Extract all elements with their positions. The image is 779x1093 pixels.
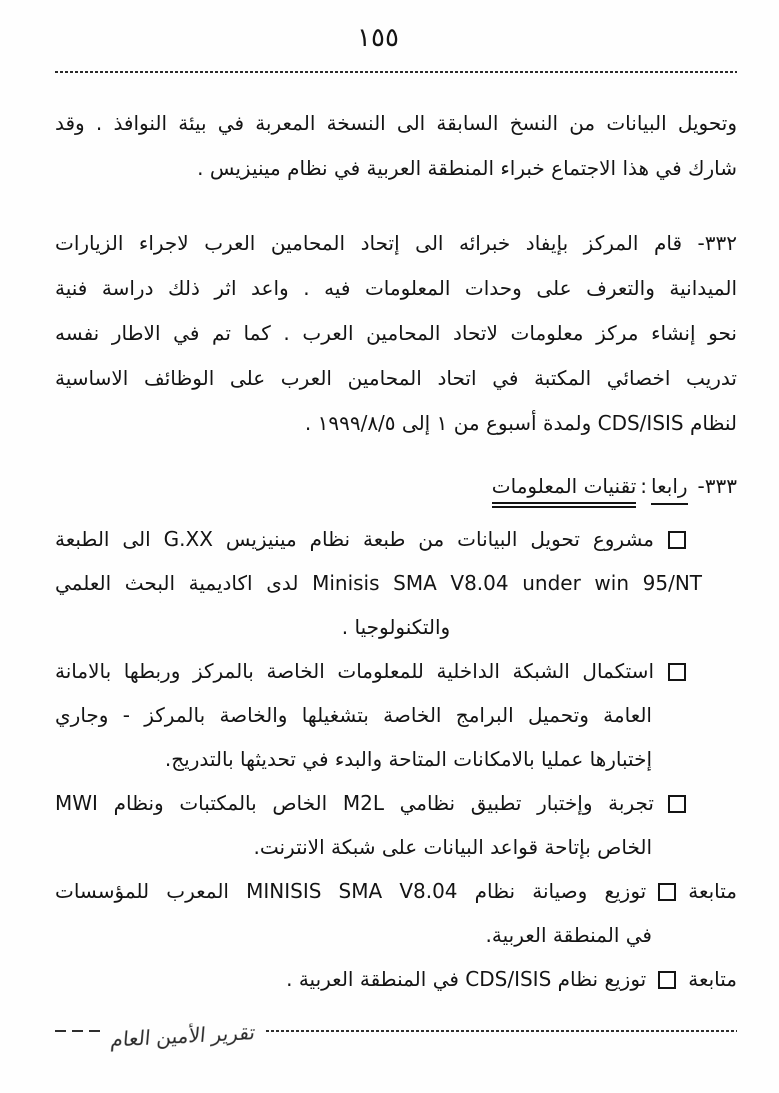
bullet-continuation-line: في المنطقة العربية.	[485, 923, 652, 947]
bullet-text: توزيع نظام CDS/ISIS في المنطقة العربية .	[286, 967, 647, 991]
checkbox-square-icon	[658, 971, 676, 989]
bullet-lead-word: متابعة	[688, 967, 737, 991]
bullet-first-line	[55, 869, 737, 913]
bullet-continuation-line: Minisis SMA V8.04 under win 95/NT لدى اكاديمية البحث العلمي	[55, 571, 702, 595]
paragraph-line: الميدانية والتعرف على وحدات المعلومات فيه . واعد اثر ذلك دراسة فنية	[55, 276, 737, 300]
paragraph-line: وتحويل البيانات من النسخ السابقة الى النسخة المعربة في بيئة النوافذ . وقد	[55, 111, 737, 135]
bullet-continuation-line: إختبارها عمليا بالامكانات المتاحة والبدء في تحديثها بالتدريج.	[164, 747, 652, 771]
bullet-text: تجربة وإختبار تطبيق نظامي M2L الخاص بالمكتبات ونظام MWI	[55, 791, 654, 815]
bullet-item	[55, 869, 737, 957]
section-title-double-underlined: تقنيات المعلومات	[492, 474, 636, 508]
bullet-text: توزيع وصيانة نظام MINISIS SMA V8.04 المعرب للمؤسسات	[55, 879, 647, 903]
bullet-continuation-line: والتكنولوجيا .	[341, 615, 451, 639]
bullet-text: مشروع تحويل البيانات من طبعة نظام مينيزيس G.XX الى الطبعة	[55, 527, 655, 551]
bullet-continuation-line: العامة وتحميل البرامج الخاصة بتشغيلها والخاصة بالمركز - وجاري	[55, 703, 652, 727]
checkbox-square-icon	[668, 795, 686, 813]
intro-paragraph	[55, 101, 737, 191]
bullet-item	[55, 781, 737, 869]
bullet-first-line	[55, 957, 737, 1001]
bullet-first-line	[55, 781, 686, 825]
paragraph-line: ٣٣٢- قام المركز بإيفاد خبرائه الى إتحاد المحامين العرب لاجراء الزيارات	[55, 231, 737, 255]
bullet-lead-word: متابعة	[688, 879, 737, 903]
section-colon: :	[640, 474, 648, 498]
footer-dotted-rule	[266, 1030, 737, 1032]
bullet-first-line	[55, 649, 686, 693]
bullet-item	[55, 517, 737, 649]
section-word-underlined: رابعا	[651, 474, 688, 505]
header-rule	[55, 70, 737, 73]
checkbox-square-icon	[668, 531, 686, 549]
checkbox-square-icon	[668, 663, 686, 681]
bullet-continuation-line: الخاص بإتاحة قواعد البيانات على شبكة الانترنت.	[253, 835, 652, 859]
paragraph-line: لنظام CDS/ISIS ولمدة أسبوع من ١ إلى ١٩٩٩/٨/٥ .	[304, 411, 737, 435]
checkbox-square-icon	[658, 883, 676, 901]
paragraph-line: نحو إنشاء مركز معلومات لاتحاد المحامين العرب . كما تم في الاطار نفسه	[55, 321, 737, 345]
bullet-text: استكمال الشبكة الداخلية للمعلومات الخاصة بالمركز وربطها بالامانة	[55, 659, 654, 683]
bullet-list	[55, 517, 737, 1001]
section-number: ٣٣٣-	[697, 474, 737, 498]
bullet-item	[55, 649, 737, 781]
footer-dash-rule	[55, 1030, 101, 1032]
handwritten-signature: تقرير الأمين العام	[109, 1020, 257, 1052]
paragraph-item-332	[55, 221, 737, 446]
page-number: ١٥٥	[357, 23, 399, 53]
paragraph-line: تدريب اخصائي المكتبة في اتحاد المحامين العرب على الوظائف الاساسية	[55, 366, 737, 390]
bullet-item	[55, 957, 737, 1001]
bullet-first-line	[55, 517, 686, 561]
paragraph-line: شارك في هذا الاجتماع خبراء المنطقة العربية في نظام مينيزيس .	[197, 156, 737, 180]
footer	[55, 1019, 737, 1052]
section-heading-333	[55, 464, 737, 509]
